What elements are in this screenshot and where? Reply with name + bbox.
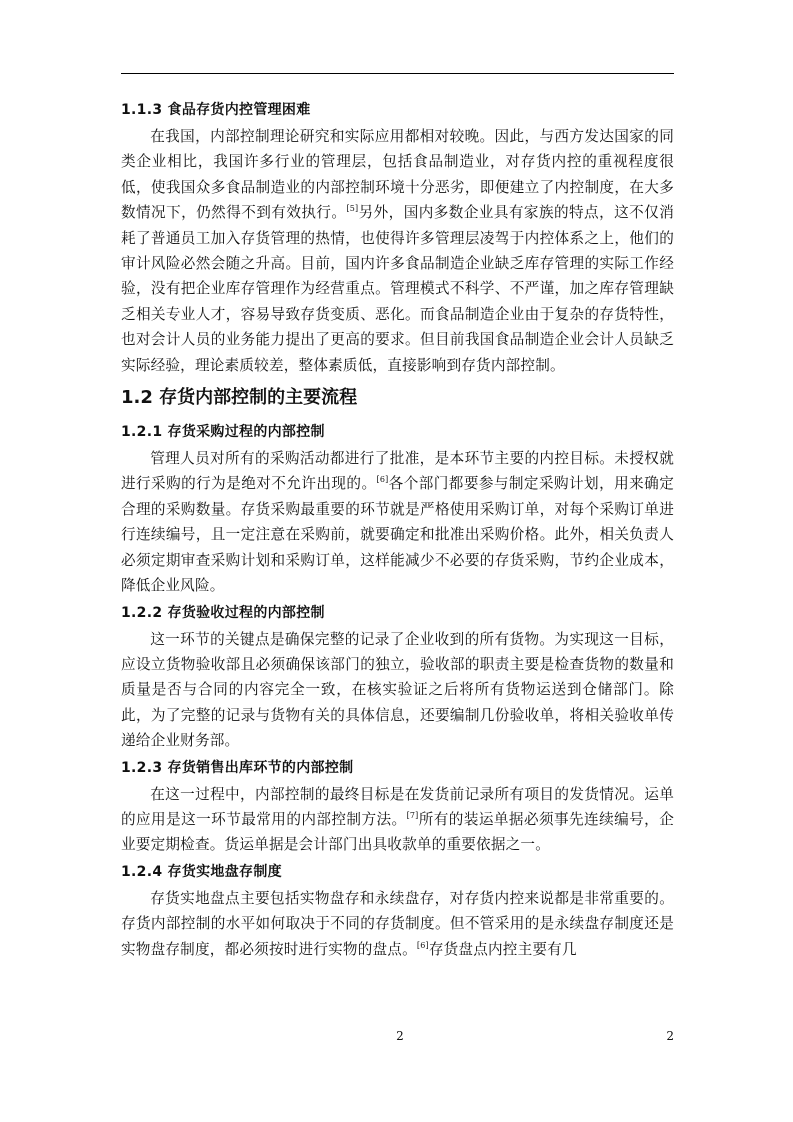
paragraph-text: 存货实地盘点主要包括实物盘存和永续盘存，对存货内控来说都是非常重要的。存货内部控制的水平如何取决于不同的存货制度。但不管采用的是永续盘存制度还是实物盘存制度，都必须按时进行实物的盘点。: [121, 889, 674, 958]
paragraph-text: 这一环节的关键点是确保完整的记录了企业收到的所有货物。为实现这一目标，应设立货物验收部且必须确保该部门的独立，验收部的职责主要是检查货物的数量和质量是否与合同的内容完全一致，在核实验证之后将所有货物运送到仓储部门。除此，为了完整的记录与货物有关的具体信息，还要编制几份验收单，将相关验收单传递给企业财务部。: [121, 630, 674, 750]
paragraph-1-2-1: [121, 446, 674, 598]
paragraph-1-2-4: [121, 886, 674, 962]
document-body: [121, 96, 674, 962]
section-heading-1-2-3: 1.2.3 存货销售出库环节的内部控制: [121, 759, 354, 776]
paragraph-1-2-3: [121, 782, 674, 858]
paragraph-text: 存货盘点内控主要有几: [428, 940, 577, 958]
paragraph-text: 另外，国内多数企业具有家族的特点，这不仅消耗了普通员工加入存货管理的热情，也使得许多管理层凌驾于内控体系之上，他们的审计风险必然会随之升高。目前，国内许多食品制造企业缺乏库存管理的实际工作经验，没有把企业库存管理作为经营重点。管理模式不科学、不严谨，加之库存管理缺乏相关专业人才，容易导致存货变质、恶化。而食品制造企业由于复杂的存货特性，也对会计人员的业务能力提出了更高的要求。但目前我国食品制造企业会计人员缺乏实际经验，理论素质较差，整体素质低，直接影响到存货内部控制。: [121, 204, 674, 374]
citation-7: [7]: [406, 811, 419, 821]
citation-6: [6]: [376, 475, 389, 485]
page-number-right: 2: [666, 1029, 674, 1043]
paragraph-text: 在我国，内部控制理论研究和实际应用都相对较晚。因此，与西方发达国家的同类企业相比，我国许多行业的管理层，包括食品制造业，对存货内控的重视程度很低，使我国众多食品制造业的内部控制环境十分恶劣，即便建立了内控制度，在大多数情况下，仍然得不到有效执行。: [121, 128, 674, 222]
citation-6: [6]: [416, 940, 429, 950]
paragraph-1-1-3: [121, 124, 674, 378]
paragraph-text: 管理人员对所有的采购活动都进行了批准，是本环节主要的内控目标。未授权就进行采购的行为是绝对不允许出现的。: [121, 450, 674, 493]
section-heading-1-1-3: 1.1.3 食品存货内控管理困难: [121, 102, 311, 118]
paragraph-text: 所有的装运单据必须事先连续编号，企业要定期检查。货运单据是会计部门出具收款单的重要依据之一。: [121, 810, 674, 854]
chapter-heading-1-2: 1.2 存货内部控制的主要流程: [121, 387, 358, 409]
header-rule: [121, 73, 674, 74]
citation-5: [5]: [346, 204, 359, 214]
paragraph-text: 在这一过程中，内部控制的最终目标是在发货前记录所有项目的发货情况。运单的应用是这一环节最常用的内部控制方法。: [121, 785, 674, 828]
paragraph-text: 各个部门都要参与制定采购计划，用来确定合理的采购数量。存货采购最重要的环节就是严格使用采购订单，对每个采购订单进行连续编号，且一定注意在采购前，就要确定和批准出采购价格。此外，相关负责人必须定期审查采购计划和采购订单，这样能减少不必要的存货采购，节约企业成本，降低企业风险。: [121, 475, 674, 595]
section-heading-1-2-2: 1.2.2 存货验收过程的内部控制: [121, 604, 325, 621]
section-heading-1-2-4: 1.2.4 存货实地盘存制度: [121, 863, 282, 880]
page-number-center: 2: [396, 1029, 404, 1043]
paragraph-1-2-2: [121, 627, 674, 754]
section-heading-1-2-1: 1.2.1 存货采购过程的内部控制: [121, 424, 325, 441]
